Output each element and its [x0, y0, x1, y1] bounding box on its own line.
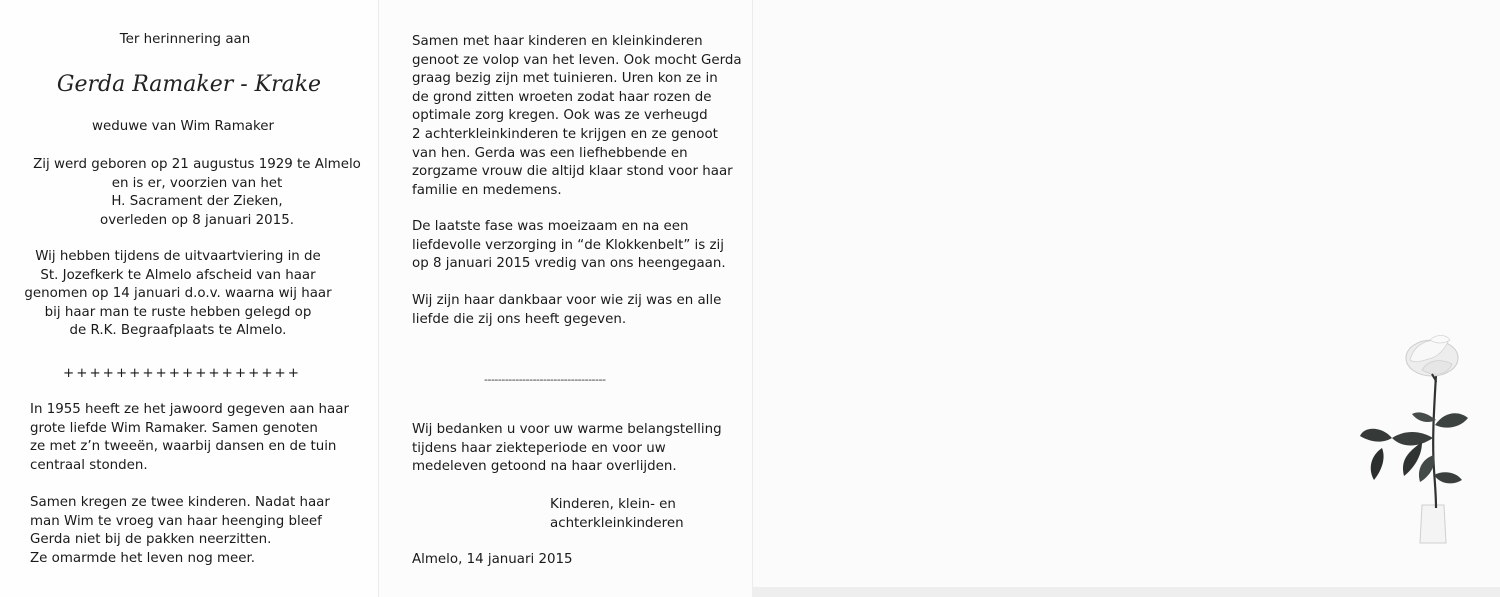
family-paragraph: Samen met haar kinderen en kleinkinderen genoot ze volop van het leven. Ook mocht Gerda graag bezig zijn met tuinieren. Uren kon ze in de grond zitten wroeten zodat haar rozen de optimale zorg kregen. Ook was ze verheugd 2 achterkleinkinderen te krijgen en ze genoot van hen. Gerda was een liefhebbende en zorgzame vrouw die altijd klaar stond voor haar familie en medemens. — [412, 34, 742, 198]
deceased-name: Gerda Ramaker - Krake — [56, 72, 322, 97]
fold-line — [752, 0, 753, 597]
thanks-paragraph: Wij bedanken u voor uw warme belangstelling tijdens haar ziekteperiode en voor uw medeleven getoond na haar overlijden. — [412, 422, 722, 475]
birth-paragraph: Zij werd geboren op 21 augustus 1929 te Almelo en is er, voorzien van het H. Sacrament der Zieken, overleden op 8 januari 2015. — [33, 157, 361, 228]
last-phase-paragraph: De laatste fase was moeizaam en na een liefdevolle verzorging in “de Klokkenbelt” is zij op 8 januari 2015 vredig van ons heengegaan. — [412, 219, 726, 272]
fold-line — [378, 0, 379, 597]
widow-text: weduwe van Wim Ramaker — [92, 119, 274, 134]
place-date: Almelo, 14 januari 2015 — [412, 552, 573, 567]
plus-separator: ++++++++++++++++++ — [63, 366, 301, 381]
grateful-paragraph: Wij zijn haar dankbaar voor wie zij was en alle liefde die zij ons heeft gegeven. — [412, 293, 722, 327]
funeral-paragraph: Wij hebben tijdens de uitvaartviering in de St. Jozefkerk te Almelo afscheid van haar genomen op 14 januari d.o.v. waarna wij haar bij haar man te ruste hebben gelegd op de R.K. Begraafplaats te Almelo. — [24, 249, 332, 339]
bottom-shadow — [752, 587, 1500, 597]
intro-text: Ter herinnering aan — [119, 32, 251, 47]
marriage-paragraph: In 1955 heeft ze het jawoord gegeven aan haar grote liefde Wim Ramaker. Samen genoten ze met z’n tweeën, waarbij dansen en de tuin centraal stonden. — [30, 402, 349, 473]
dash-divider: ----------------------------------- — [484, 373, 606, 386]
children-paragraph: Samen kregen ze twee kinderen. Nadat haar man Wim te vroeg van haar heenging bleef Gerda niet bij de pakken neerzitten. Ze omarmde het leven nog meer. — [30, 495, 330, 566]
rose-in-vase-icon — [1352, 330, 1472, 545]
signature: Kinderen, klein- en achterkleinkinderen — [550, 497, 684, 531]
